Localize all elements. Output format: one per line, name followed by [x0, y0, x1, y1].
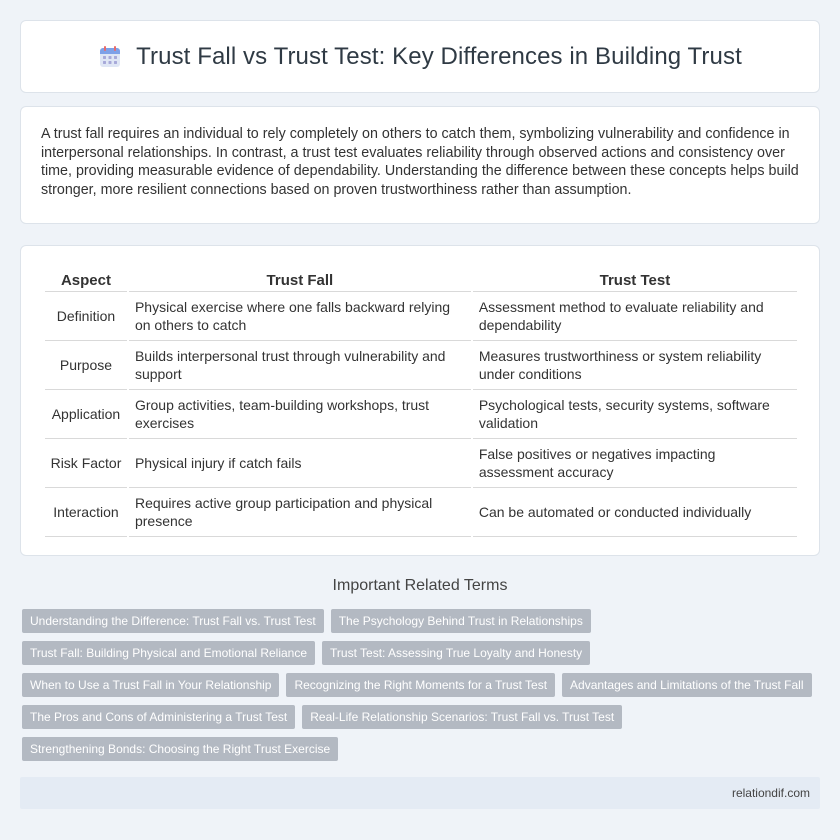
table-row — [45, 292, 797, 341]
row-aspect: Risk Factor — [45, 439, 127, 488]
row-aspect: Purpose — [45, 341, 127, 390]
row-aspect: Interaction — [45, 488, 127, 537]
calendar-icon — [98, 45, 122, 69]
header-card — [20, 20, 820, 93]
header-trust-test: Trust Test — [473, 266, 797, 292]
table-row — [45, 439, 797, 488]
row-trust-fall: Physical exercise where one falls backward relying on others to catch — [129, 292, 471, 341]
row-trust-test: Assessment method to evaluate reliability and dependability — [473, 292, 797, 341]
related-tag[interactable]: The Pros and Cons of Administering a Trust Test — [22, 705, 295, 729]
table-row — [45, 341, 797, 390]
row-trust-fall: Builds interpersonal trust through vulnerability and support — [129, 341, 471, 390]
related-tag[interactable]: The Psychology Behind Trust in Relationships — [331, 609, 591, 633]
intro-card — [20, 106, 820, 224]
comparison-table — [43, 266, 799, 537]
intro-paragraph: A trust fall requires an individual to rely completely on others to catch them, symbolizing vulnerability and confidence in interpersonal relationships. In contrast, a trust test evaluates reliability through observed actions and consistency over time, providing measurable evidence of dependability. Understanding the difference between these concepts helps build stronger, more resilient connections based on proven trustworthiness rather than assumption. — [41, 126, 799, 198]
related-tag[interactable]: Trust Fall: Building Physical and Emotional Reliance — [22, 641, 315, 665]
comparison-card — [20, 245, 820, 556]
row-trust-test: Psychological tests, security systems, software validation — [473, 390, 797, 439]
footer — [20, 777, 820, 809]
related-tag[interactable]: Real-Life Relationship Scenarios: Trust Fall vs. Trust Test — [302, 705, 622, 729]
table-header-row — [45, 266, 797, 292]
table-row — [45, 390, 797, 439]
row-trust-test: Measures trustworthiness or system reliability under conditions — [473, 341, 797, 390]
row-aspect: Application — [45, 390, 127, 439]
related-tag[interactable]: Trust Test: Assessing True Loyalty and Honesty — [322, 641, 590, 665]
row-trust-test: Can be automated or conducted individually — [473, 488, 797, 537]
row-trust-fall: Group activities, team-building workshops, trust exercises — [129, 390, 471, 439]
row-trust-fall: Physical injury if catch fails — [129, 439, 471, 488]
header-aspect: Aspect — [45, 266, 127, 292]
related-tags — [22, 609, 820, 761]
row-trust-test: False positives or negatives impacting assessment accuracy — [473, 439, 797, 488]
related-terms-title: Important Related Terms — [332, 577, 508, 594]
header-trust-fall: Trust Fall — [129, 266, 471, 292]
page-title: Trust Fall vs Trust Test: Key Differences in Building Trust — [136, 42, 742, 70]
related-tag[interactable]: Understanding the Difference: Trust Fall vs. Trust Test — [22, 609, 324, 633]
row-aspect: Definition — [45, 292, 127, 341]
related-tag[interactable]: When to Use a Trust Fall in Your Relationship — [22, 673, 279, 697]
related-tag[interactable]: Strengthening Bonds: Choosing the Right Trust Exercise — [22, 737, 338, 761]
table-row — [45, 488, 797, 537]
related-tag[interactable]: Advantages and Limitations of the Trust Fall — [562, 673, 811, 697]
row-trust-fall: Requires active group participation and physical presence — [129, 488, 471, 537]
title-wrap — [98, 43, 742, 71]
related-tag[interactable]: Recognizing the Right Moments for a Trust Test — [286, 673, 555, 697]
footer-site-link[interactable]: relationdif.com — [731, 786, 810, 800]
